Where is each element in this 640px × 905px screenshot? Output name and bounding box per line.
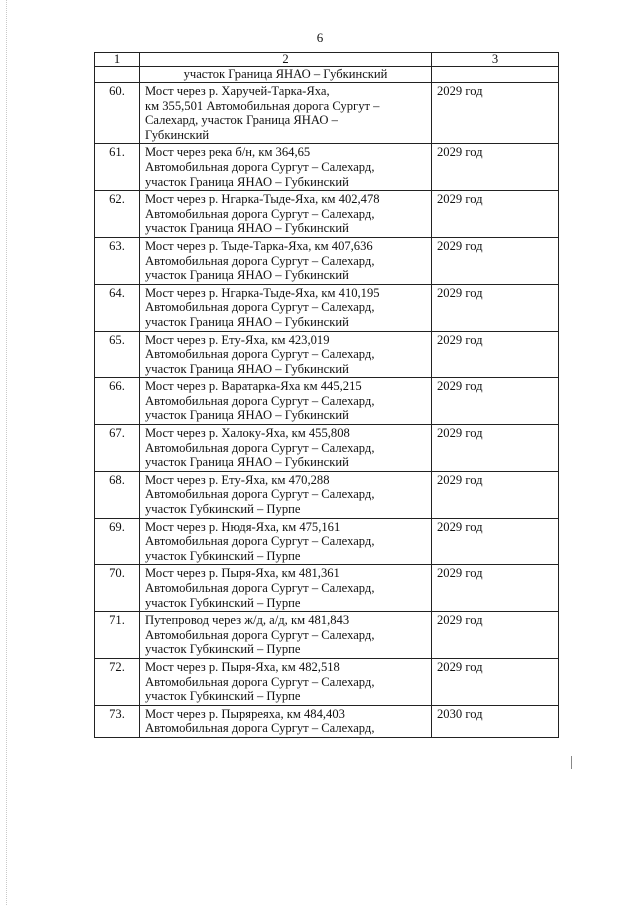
row-year: 2029 год	[432, 612, 559, 659]
scan-mark	[571, 756, 572, 769]
description-line: Автомобильная дорога Сургут – Салехард,	[145, 253, 375, 268]
description-line: Мост через р. Халоку-Яха, км 455,808	[145, 426, 350, 441]
description-line: участок Граница ЯНАО – Губкинский	[145, 314, 349, 329]
description-line: Автомобильная дорога Сургут – Салехард,	[145, 440, 375, 455]
table-header-row	[95, 53, 559, 67]
continuation-empty-cell	[432, 67, 559, 83]
description-line: Автомобильная дорога Сургут – Салехард,	[145, 347, 375, 362]
continuation-text: участок Граница ЯНАО – Губкинский	[140, 67, 432, 83]
row-year: 2029 год	[432, 425, 559, 472]
table-row	[95, 518, 559, 565]
table-row	[95, 237, 559, 284]
description-line: Мост через р. Ету-Яха, км 470,288	[145, 472, 330, 487]
description-line: Путепровод через ж/д, а/д, км 481,843	[145, 613, 350, 628]
description-line: участок Граница ЯНАО – Губкинский	[145, 221, 349, 236]
row-description	[140, 378, 432, 425]
description-line: участок Граница ЯНАО – Губкинский	[145, 174, 349, 189]
row-number: 68.	[95, 471, 140, 518]
row-number: 60.	[95, 83, 140, 144]
row-description	[140, 425, 432, 472]
row-description	[140, 518, 432, 565]
description-line: Мост через р. Нюдя-Яха, км 475,161	[145, 519, 341, 534]
description-line: Автомобильная дорога Сургут – Салехард,	[145, 674, 375, 689]
description-line: Мост через р. Пыряреяха, км 484,403	[145, 706, 345, 721]
description-line: Мост через р. Нгарка-Тыде-Яха, км 410,195	[145, 285, 380, 300]
description-line: участок Губкинский – Пурпе	[145, 502, 301, 517]
row-description	[140, 237, 432, 284]
continuation-row	[95, 67, 559, 83]
row-year: 2029 год	[432, 237, 559, 284]
row-description	[140, 705, 432, 737]
column-header-year: 3	[432, 53, 559, 67]
row-description	[140, 471, 432, 518]
description-line: Автомобильная дорога Сургут – Салехард,	[145, 721, 375, 736]
description-line: Автомобильная дорога Сургут – Салехард,	[145, 206, 375, 221]
description-line: Автомобильная дорога Сургут – Салехард,	[145, 300, 375, 315]
table-row	[95, 331, 559, 378]
row-year: 2029 год	[432, 565, 559, 612]
row-description	[140, 83, 432, 144]
description-line: участок Губкинский – Пурпе	[145, 595, 301, 610]
description-line: участок Граница ЯНАО – Губкинский	[145, 361, 349, 376]
description-line: участок Губкинский – Пурпе	[145, 689, 301, 704]
table-row	[95, 612, 559, 659]
description-line: Салехард, участок Граница ЯНАО –	[145, 113, 338, 128]
objects-table	[94, 52, 559, 738]
row-number: 65.	[95, 331, 140, 378]
description-line: Мост через р. Пыря-Яха, км 481,361	[145, 566, 340, 581]
description-line: Мост через р. Варатарка-Яха км 445,215	[145, 379, 362, 394]
row-number: 64.	[95, 284, 140, 331]
row-year: 2030 год	[432, 705, 559, 737]
table-row	[95, 191, 559, 238]
row-number: 63.	[95, 237, 140, 284]
row-description	[140, 284, 432, 331]
column-header-number: 1	[95, 53, 140, 67]
row-year: 2029 год	[432, 471, 559, 518]
description-line: Мост через р. Харучей-Тарка-Яха,	[145, 84, 330, 98]
row-year: 2029 год	[432, 83, 559, 144]
row-description	[140, 612, 432, 659]
table-row	[95, 83, 559, 144]
column-header-description: 2	[140, 53, 432, 67]
table-row	[95, 565, 559, 612]
row-number: 67.	[95, 425, 140, 472]
row-year: 2029 год	[432, 191, 559, 238]
table-row	[95, 471, 559, 518]
row-year: 2029 год	[432, 518, 559, 565]
description-line: Мост через р. Нгарка-Тыде-Яха, км 402,478	[145, 192, 380, 207]
continuation-empty-cell	[95, 67, 140, 83]
row-year: 2029 год	[432, 284, 559, 331]
row-number: 73.	[95, 705, 140, 737]
table-row	[95, 705, 559, 737]
description-line: Мост через река б/н, км 364,65	[145, 145, 311, 160]
description-line: Автомобильная дорога Сургут – Салехард,	[145, 627, 375, 642]
description-line: Автомобильная дорога Сургут – Салехард,	[145, 487, 375, 502]
row-number: 69.	[95, 518, 140, 565]
description-line: Автомобильная дорога Сургут – Салехард,	[145, 159, 375, 174]
row-description	[140, 658, 432, 705]
row-description	[140, 191, 432, 238]
row-description	[140, 565, 432, 612]
scan-edge-artifact	[6, 0, 7, 905]
description-line: Губкинский	[145, 127, 210, 142]
description-line: км 355,501 Автомобильная дорога Сургут –	[145, 98, 380, 113]
row-number: 70.	[95, 565, 140, 612]
table-row	[95, 284, 559, 331]
row-year: 2029 год	[432, 144, 559, 191]
row-description	[140, 331, 432, 378]
table-row	[95, 378, 559, 425]
row-number: 66.	[95, 378, 140, 425]
description-line: Мост через р. Пыря-Яха, км 482,518	[145, 659, 340, 674]
row-number: 61.	[95, 144, 140, 191]
row-number: 72.	[95, 658, 140, 705]
row-number: 62.	[95, 191, 140, 238]
description-line: Автомобильная дорога Сургут – Салехард,	[145, 534, 375, 549]
table-row	[95, 425, 559, 472]
description-line: участок Граница ЯНАО – Губкинский	[145, 455, 349, 470]
description-line: участок Губкинский – Пурпе	[145, 548, 301, 563]
row-description	[140, 144, 432, 191]
description-line: Автомобильная дорога Сургут – Салехард,	[145, 393, 375, 408]
description-line: участок Губкинский – Пурпе	[145, 642, 301, 657]
table-row	[95, 144, 559, 191]
description-line: Мост через р. Тыде-Тарка-Яха, км 407,636	[145, 238, 373, 253]
row-year: 2029 год	[432, 378, 559, 425]
description-line: участок Граница ЯНАО – Губкинский	[145, 268, 349, 283]
table-row	[95, 658, 559, 705]
description-line: Автомобильная дорога Сургут – Салехард,	[145, 581, 375, 595]
row-year: 2029 год	[432, 331, 559, 378]
row-year: 2029 год	[432, 658, 559, 705]
description-line: Мост через р. Ету-Яха, км 423,019	[145, 332, 330, 347]
row-number: 71.	[95, 612, 140, 659]
description-line: участок Граница ЯНАО – Губкинский	[145, 408, 349, 423]
page-number: 6	[316, 30, 324, 45]
